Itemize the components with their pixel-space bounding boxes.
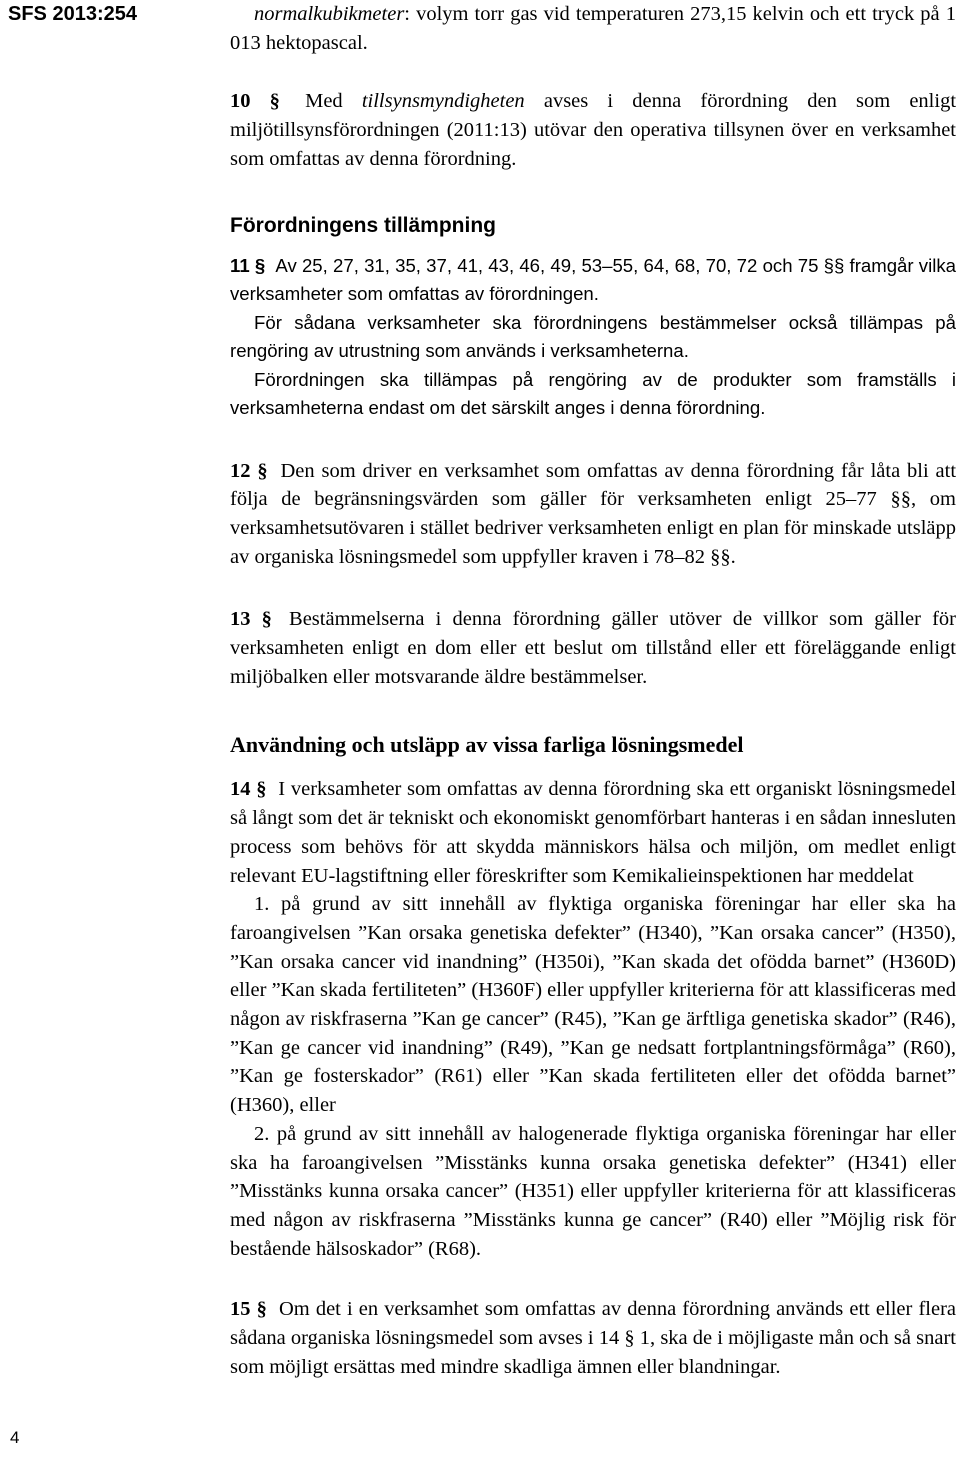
section-text: Av 25, 27, 31, 35, 37, 41, 43, 46, 49, 53–55, 64, 68, 70, 72 och 75 §§ framgår vilka verksamheter som omfattas av förordningen. bbox=[230, 254, 956, 305]
section-number: 10 § bbox=[230, 90, 280, 113]
section-text: Den som driver en verksamhet som omfattas av denna förordning får låta bli att följa de begränsningsvärden som gäller för verksamheten enligt 25–77 §§, om verksamhetsutövaren i stället bedriver verksamheten enligt en plan för minskade utsläpp av organiska lösningsmedel som uppfyller kraven i 78–82 §§. bbox=[230, 459, 957, 568]
heading-forordningens-tillampning: Förordningens tillämpning bbox=[230, 213, 496, 237]
section-14-item-1: 1. på grund av sitt innehåll av flyktiga organiska föreningar har eller ska ha faroangivelsen ”Kan orsaka genetiska defekter” (H340), ”Kan orsaka cancer” (H350), ”Kan orsaka cancer vid inandning” (H350i), ”Kan skada det ofödda barnet” (H360D) eller ”Kan skada fertiliteten” (H360F) eller uppfyller kriterierna för att klassificeras med någon av riskfraserna ”Kan ge cancer” (R45), ”Kan ge ärftliga genetiska skador” (R46), ”Kan ge cancer vid inandning” (R49), ”Kan ge nedsatt fortplantningsförmåga” (R60), ”Kan ge fosterskador” (R61) eller ”Kan skada fertiliteten eller det ofödda barnet” (H360), eller bbox=[230, 893, 956, 1117]
section-text: avses i denna förordning den som enligt miljötillsynsförordningen (2011:13) utövar den operativa tillsynen över en verksamhet som omfattas av denna förordning. bbox=[230, 90, 957, 170]
section-number: 14 § bbox=[230, 778, 267, 801]
section-12 bbox=[230, 457, 956, 572]
heading-anvandning-och-utslapp: Användning och utsläpp av vissa farliga lösningsmedel bbox=[230, 732, 744, 758]
section-number: 15 § bbox=[230, 1298, 267, 1321]
section-text: Bestämmelserna i denna förordning gäller utöver de villkor som gäller för verksamheten enligt en dom eller ett beslut om tillstånd eller ett föreläggande enligt miljöbalken eller motsvarande äldre bestämmelser. bbox=[230, 608, 957, 688]
definition-normalkubikmeter bbox=[230, 0, 956, 57]
sfs-number: SFS 2013:254 bbox=[8, 3, 137, 25]
section-10 bbox=[230, 87, 956, 173]
section-11-p2: För sådana verksamheter ska förordningens bestämmelser också tillämpas på rengöring av utrustning som används i verksamheterna. bbox=[230, 311, 956, 362]
defined-term: tillsynsmyndigheten bbox=[361, 90, 525, 113]
section-11-p1 bbox=[230, 252, 956, 309]
section-number: 13 § bbox=[230, 608, 272, 631]
section-11 bbox=[230, 252, 956, 423]
section-text-start: Med bbox=[305, 90, 362, 113]
section-text: I verksamheter som omfattas av denna förordning ska ett organiskt lösningsmedel så långt som det är tekniskt och ekonomiskt genomförbart hanteras i en sådan innesluten process som behövs för att skydda människors hälsa och miljön, om medlet enligt relevant EU-lagstiftning eller föreskrifter som Kemikalieinspektionen har meddelat bbox=[230, 778, 957, 887]
section-14 bbox=[230, 775, 956, 890]
page-number: 4 bbox=[10, 1428, 20, 1447]
section-text: Om det i en verksamhet som omfattas av denna förordning används ett eller flera sådana organiska lösningsmedel som avses i 14 § 1, ska de i möjligaste mån och så snart som möjligt ersättas med mindre skadliga ämnen eller blandningar. bbox=[230, 1298, 957, 1378]
section-15 bbox=[230, 1295, 956, 1381]
definition-text: : volym torr gas vid temperaturen 273,15 kelvin och ett tryck på 1 013 hektopascal. bbox=[230, 3, 956, 54]
defined-term: normalkubikmeter bbox=[254, 3, 405, 25]
section-11-p3: Förordningen ska tillämpas på rengöring av de produkter som framställs i verksamheterna endast om det särskilt anges i denna förordning. bbox=[230, 368, 956, 419]
section-13 bbox=[230, 605, 956, 691]
section-14-item-2: 2. på grund av sitt innehåll av halogenerade flyktiga organiska föreningar har eller ska ha faroangivelsen ”Misstänks kunna orsaka genetiska defekter” (H341) eller ”Misstänks kunna orsaka cancer” (H351) eller uppfyller kriterierna för att klassificeras med någon av riskfraserna ”Misstänks kunna ge cancer” (R40) eller ”Möjlig risk för bestående hälsoskador” (R68). bbox=[230, 1122, 956, 1260]
section-number: 12 § bbox=[230, 459, 268, 482]
section-number: 11 § bbox=[230, 254, 266, 276]
document-body bbox=[230, 0, 956, 1382]
